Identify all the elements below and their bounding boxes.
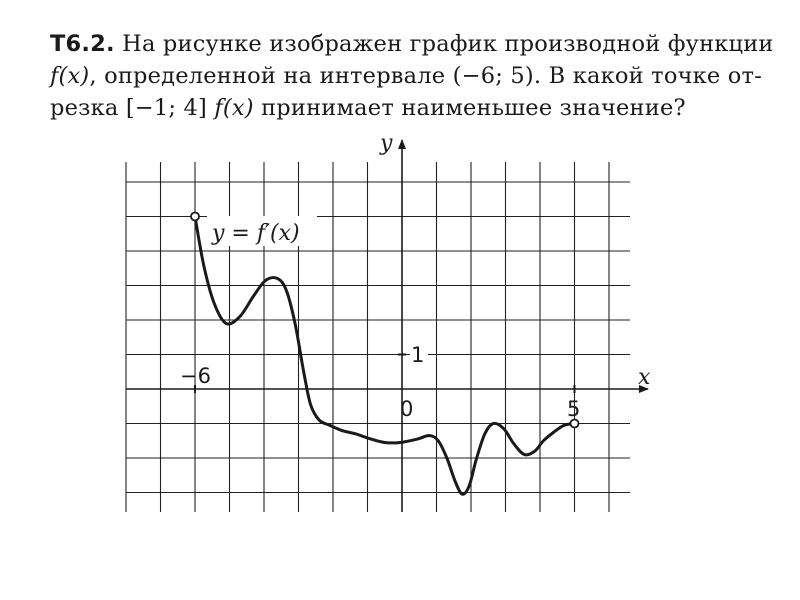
problem-line-3-text: принимает наименьшее значение? [261, 95, 686, 121]
problem-line-3-start: резка [−1; 4] [50, 95, 207, 121]
problem-number: Т6.2. [50, 31, 115, 57]
function-name-2: f(x) [214, 95, 254, 121]
open-endpoint-marker [191, 213, 199, 221]
function-name-1: f(x) [50, 63, 90, 89]
tick-label-minus-6: −6 [180, 364, 211, 388]
problem-line-2-text: , определенной на интервале (−6; 5). В какой точке от- [89, 63, 762, 89]
y-axis-label: y [380, 131, 393, 156]
grid-lines [126, 162, 630, 512]
tick-label-1: 1 [411, 343, 425, 367]
tick-label-origin: 0 [400, 397, 414, 421]
tick-label-5: 5 [567, 397, 581, 421]
derivative-curve [195, 217, 575, 495]
axes [126, 140, 648, 512]
problem-line-1-text: На рисунке изображен график производной функции [122, 31, 774, 57]
x-axis-label: x [638, 365, 651, 390]
curve-label: y = f′(x) [212, 221, 300, 246]
